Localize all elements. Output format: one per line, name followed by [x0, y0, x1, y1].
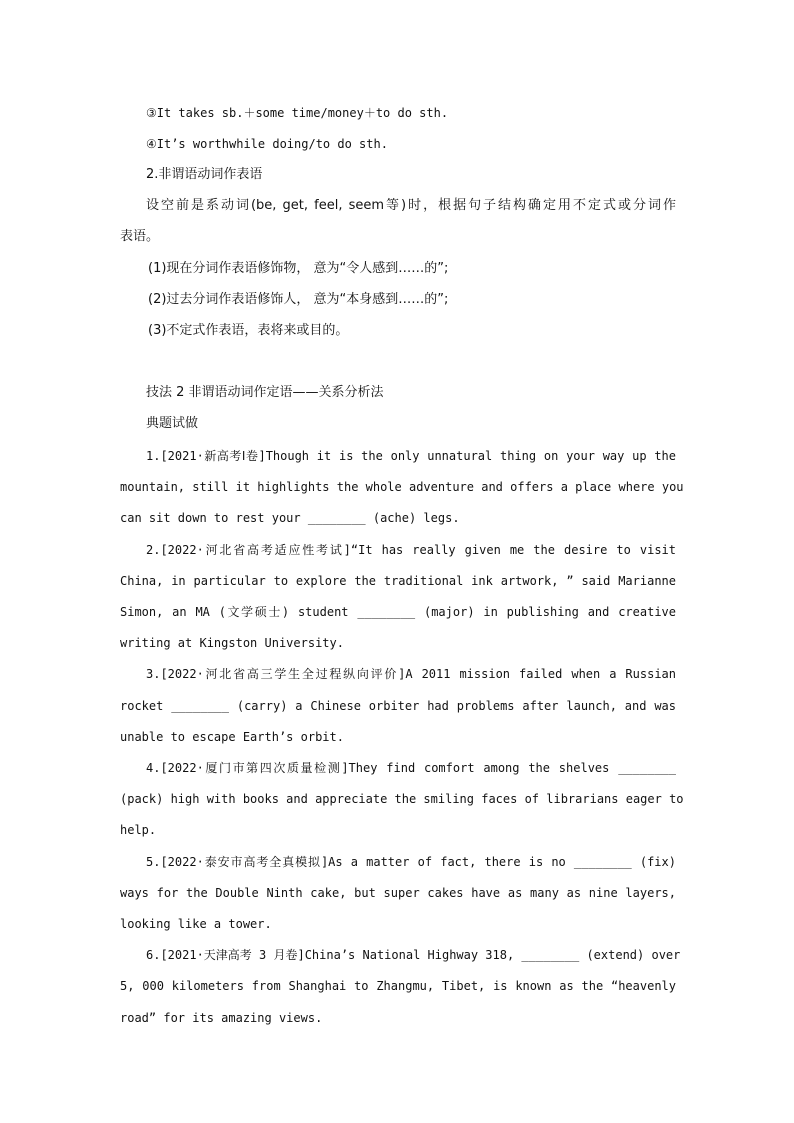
question-line: 2.[2022·河北省高考适应性考试]“It has really given me the desire to visit	[146, 543, 676, 557]
text-line: 设空前是系动词(be, get, feel, seem等)时，根据句子结构确定用不定式或分词作	[146, 198, 676, 213]
question-line: (pack) high with books and appreciate the smiling faces of librarians eager to	[120, 792, 684, 806]
text-line: ④It’s worthwhile doing/to do sth.	[146, 137, 388, 151]
subheading: 典题试做	[146, 416, 199, 431]
question-line: 4.[2022·厦门市第四次质量检测]They find comfort among the shelves ________	[146, 761, 676, 775]
question-line: China, in particular to explore the traditional ink artwork, ” said Marianne	[120, 574, 676, 588]
question-line: looking like a tower.	[120, 917, 272, 931]
question-line: writing at Kingston University.	[120, 636, 344, 650]
text-line: ③It takes sb.＋some time/money＋to do sth.	[146, 106, 449, 120]
question-line: mountain, still it highlights the whole adventure and offers a place where you	[120, 480, 684, 494]
question-line: 3.[2022·河北省高三学生全过程纵向评价]A 2011 mission failed when a Russian	[146, 667, 676, 681]
question-line: unable to escape Earth’s orbit.	[120, 730, 344, 744]
section-heading: 技法 2 非谓语动词作定语——关系分析法	[146, 385, 384, 400]
question-line: 1.[2021·新高考Ⅰ卷]Though it is the only unnatural thing on your way up the	[146, 449, 676, 463]
question-line: 6.[2021·天津高考 3 月卷]China’s National Highway 318, ________ (extend) over	[146, 948, 681, 962]
text-line: 表语。	[120, 229, 160, 244]
list-item: (1)现在分词作表语修饰物， 意为“令人感到……的”;	[148, 261, 449, 276]
list-item: (3)不定式作表语，表将来或目的。	[148, 323, 349, 338]
question-line: 5, 000 kilometers from Shanghai to Zhangmu, Tibet, is known as the “heavenly	[120, 979, 676, 993]
question-line: road” for its amazing views.	[120, 1011, 323, 1025]
question-line: Simon, an MA (文学硕士) student ________ (major) in publishing and creative	[120, 605, 676, 619]
question-line: ways for the Double Ninth cake, but super cakes have as many as nine layers,	[120, 886, 676, 900]
question-line: rocket ________ (carry) a Chinese orbiter had problems after launch, and was	[120, 699, 676, 713]
list-item: (2)过去分词作表语修饰人， 意为“本身感到……的”;	[148, 292, 449, 307]
question-line: 5.[2022·泰安市高考全真模拟]As a matter of fact, there is no ________ (fix)	[146, 855, 676, 869]
question-line: can sit down to rest your ________ (ache) legs.	[120, 511, 460, 525]
section-heading: 2.非谓语动词作表语	[146, 167, 263, 182]
question-line: help.	[120, 823, 157, 837]
